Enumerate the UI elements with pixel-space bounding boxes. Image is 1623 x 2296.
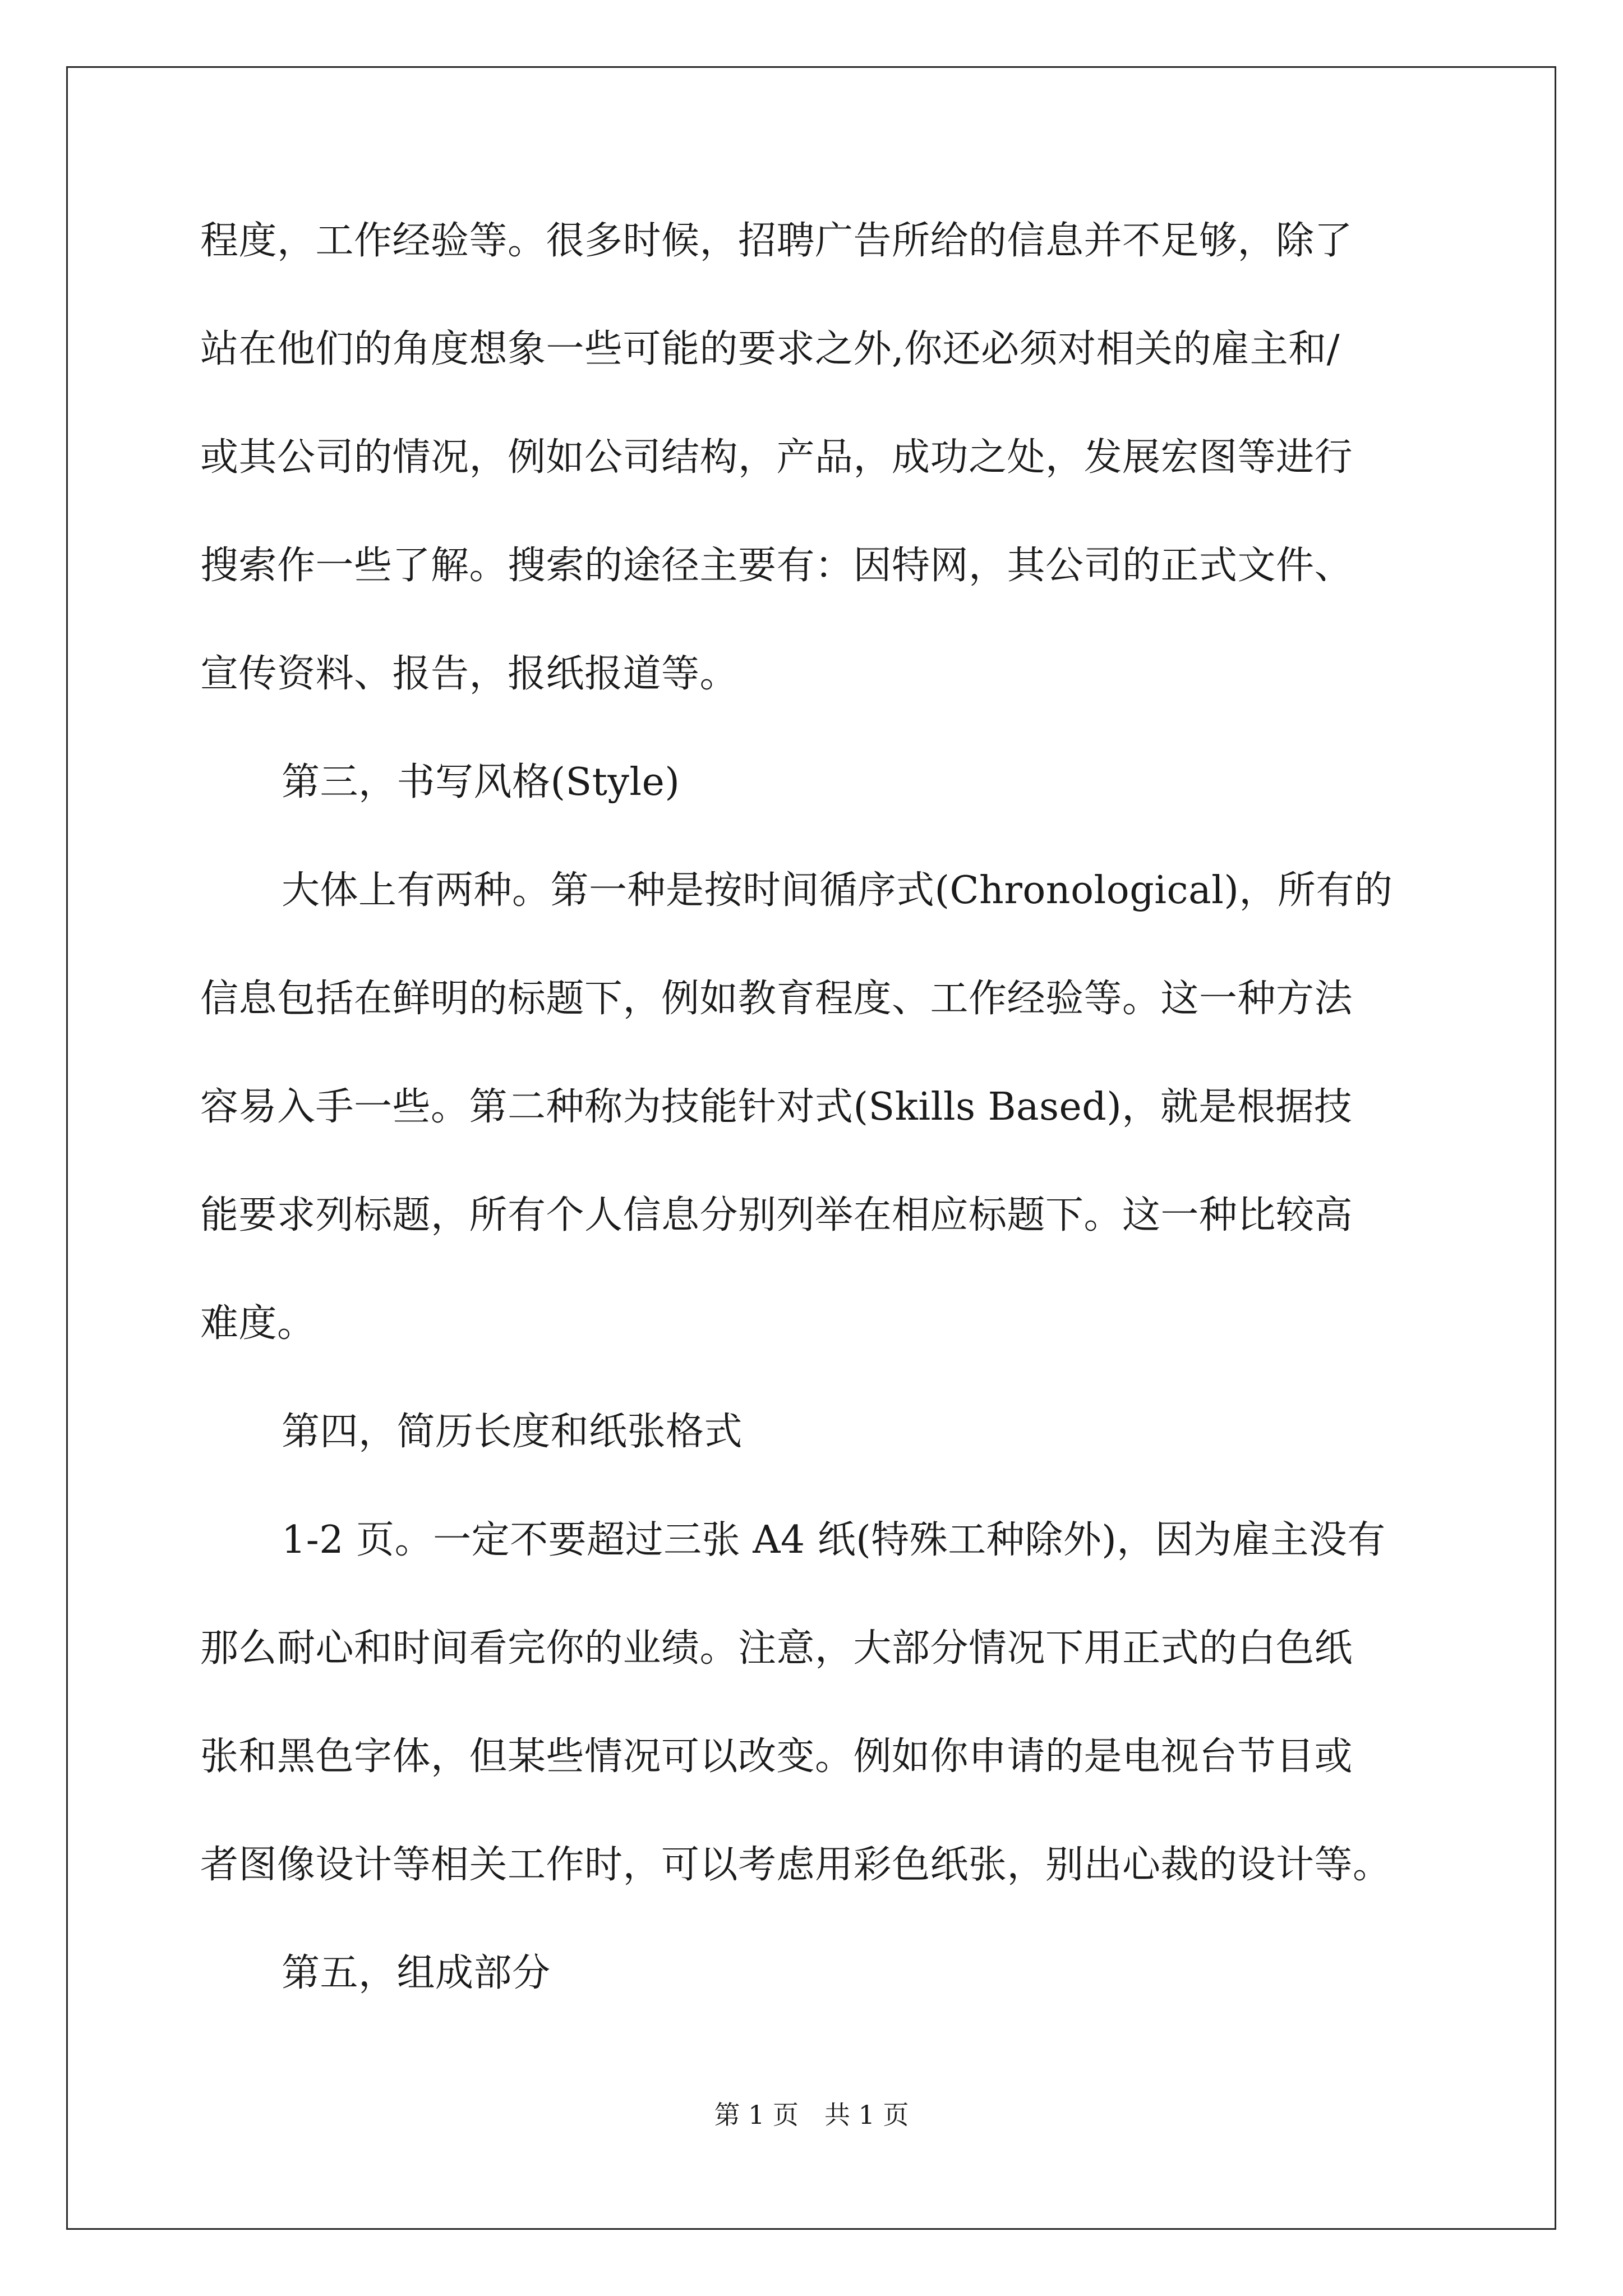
paragraph-line: 站在他们的角度想象一些可能的要求之外,你还必须对相关的雇主和/ — [200, 327, 1340, 371]
paragraph-line: 难度。 — [200, 1301, 316, 1346]
section-heading: 第四，简历长度和纸张格式 — [282, 1410, 743, 1454]
paragraph-line: 1-2 页。一定不要超过三张 A4 纸(特殊工种除外)，因为雇主没有 — [282, 1518, 1386, 1562]
page-number-footer: 第 1 页 共 1 页 — [714, 2100, 909, 2130]
paragraph-line: 搜索作一些了解。搜索的途径主要有：因特网，其公司的正式文件、 — [200, 544, 1353, 588]
page-frame — [66, 66, 1556, 2230]
paragraph-line: 宣传资料、报告，报纸报道等。 — [200, 652, 739, 696]
section-heading: 第三，书写风格(Style) — [282, 760, 680, 804]
paragraph-line: 能要求列标题，所有个人信息分别列举在相应标题下。这一种比较高 — [200, 1193, 1353, 1237]
section-heading: 第五，组成部分 — [282, 1951, 551, 1995]
paragraph-line: 信息包括在鲜明的标题下，例如教育程度、工作经验等。这一种方法 — [200, 977, 1353, 1021]
paragraph-line: 程度，工作经验等。很多时候，招聘广告所给的信息并不足够，除了 — [200, 219, 1353, 263]
paragraph-line: 容易入手一些。第二种称为技能针对式(Skills Based)，就是根据技 — [200, 1085, 1353, 1129]
paragraph-line: 那么耐心和时间看完你的业绩。注意，大部分情况下用正式的白色纸 — [200, 1626, 1353, 1671]
paragraph-line: 者图像设计等相关工作时，可以考虑用彩色纸张，别出心裁的设计等。 — [200, 1843, 1391, 1887]
paragraph-line: 张和黑色字体，但某些情况可以改变。例如你申请的是电视台节目或 — [200, 1734, 1353, 1779]
paragraph-line: 大体上有两种。第一种是按时间循序式(Chronological)，所有的 — [282, 868, 1393, 913]
paragraph-line: 或其公司的情况，例如公司结构，产品，成功之处，发展宏图等进行 — [200, 435, 1353, 480]
